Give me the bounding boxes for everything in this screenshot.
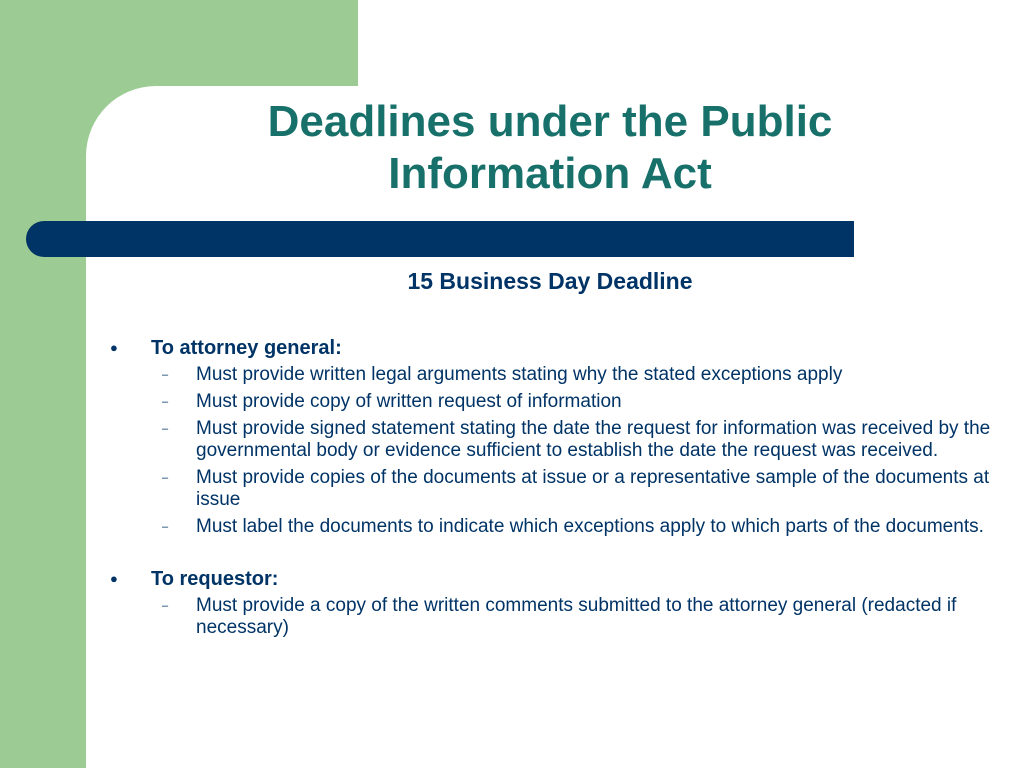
dash-icon: – — [162, 369, 169, 381]
section-requestor — [110, 565, 1000, 639]
slide-title-line-2: Information Act — [388, 149, 712, 198]
bullet-item — [110, 565, 1000, 593]
sub-bullet-text: Must provide written legal arguments stating why the stated exceptions apply — [196, 364, 843, 385]
slide-title — [160, 96, 940, 200]
dash-icon: – — [162, 472, 169, 484]
sub-bullet-item — [162, 595, 1000, 639]
sub-bullet-text: Must label the documents to indicate which exceptions apply to which parts of the documents. — [196, 516, 984, 537]
sub-bullet-item — [162, 418, 1000, 462]
slide-title-line-1: Deadlines under the Public — [267, 97, 833, 146]
bullet-dot-icon: ● — [110, 571, 118, 586]
sub-bullet-item — [162, 391, 1000, 413]
sub-bullet-list — [162, 595, 1000, 639]
bullet-item — [110, 334, 1000, 362]
sub-bullet-text: Must provide signed statement stating the date the request for information was received by the governmental body or evidence sufficient to establish the date the request was received. — [196, 418, 991, 461]
sub-bullet-list — [162, 364, 1000, 538]
dash-icon: – — [162, 600, 169, 612]
sub-bullet-text: Must provide a copy of the written comments submitted to the attorney general (redacted if necessary) — [196, 595, 957, 638]
bullet-dot-icon: ● — [110, 340, 118, 355]
sub-bullet-item — [162, 364, 1000, 386]
title-underline-bar — [26, 221, 854, 257]
bullet-label: To attorney general: — [151, 337, 342, 359]
sub-bullet-text: Must provide copies of the documents at issue or a representative sample of the documents at issue — [196, 467, 990, 510]
section-attorney-general — [110, 334, 1000, 538]
dash-icon: – — [162, 521, 169, 533]
sub-bullet-item — [162, 467, 1000, 511]
dash-icon: – — [162, 423, 169, 435]
sub-bullet-text: Must provide copy of written request of information — [196, 391, 622, 412]
sub-bullet-item — [162, 516, 1000, 538]
dash-icon: – — [162, 396, 169, 408]
slide-subtitle: 15 Business Day Deadline — [407, 268, 693, 294]
bullet-list — [110, 334, 1000, 644]
bullet-label: To requestor: — [151, 568, 279, 590]
